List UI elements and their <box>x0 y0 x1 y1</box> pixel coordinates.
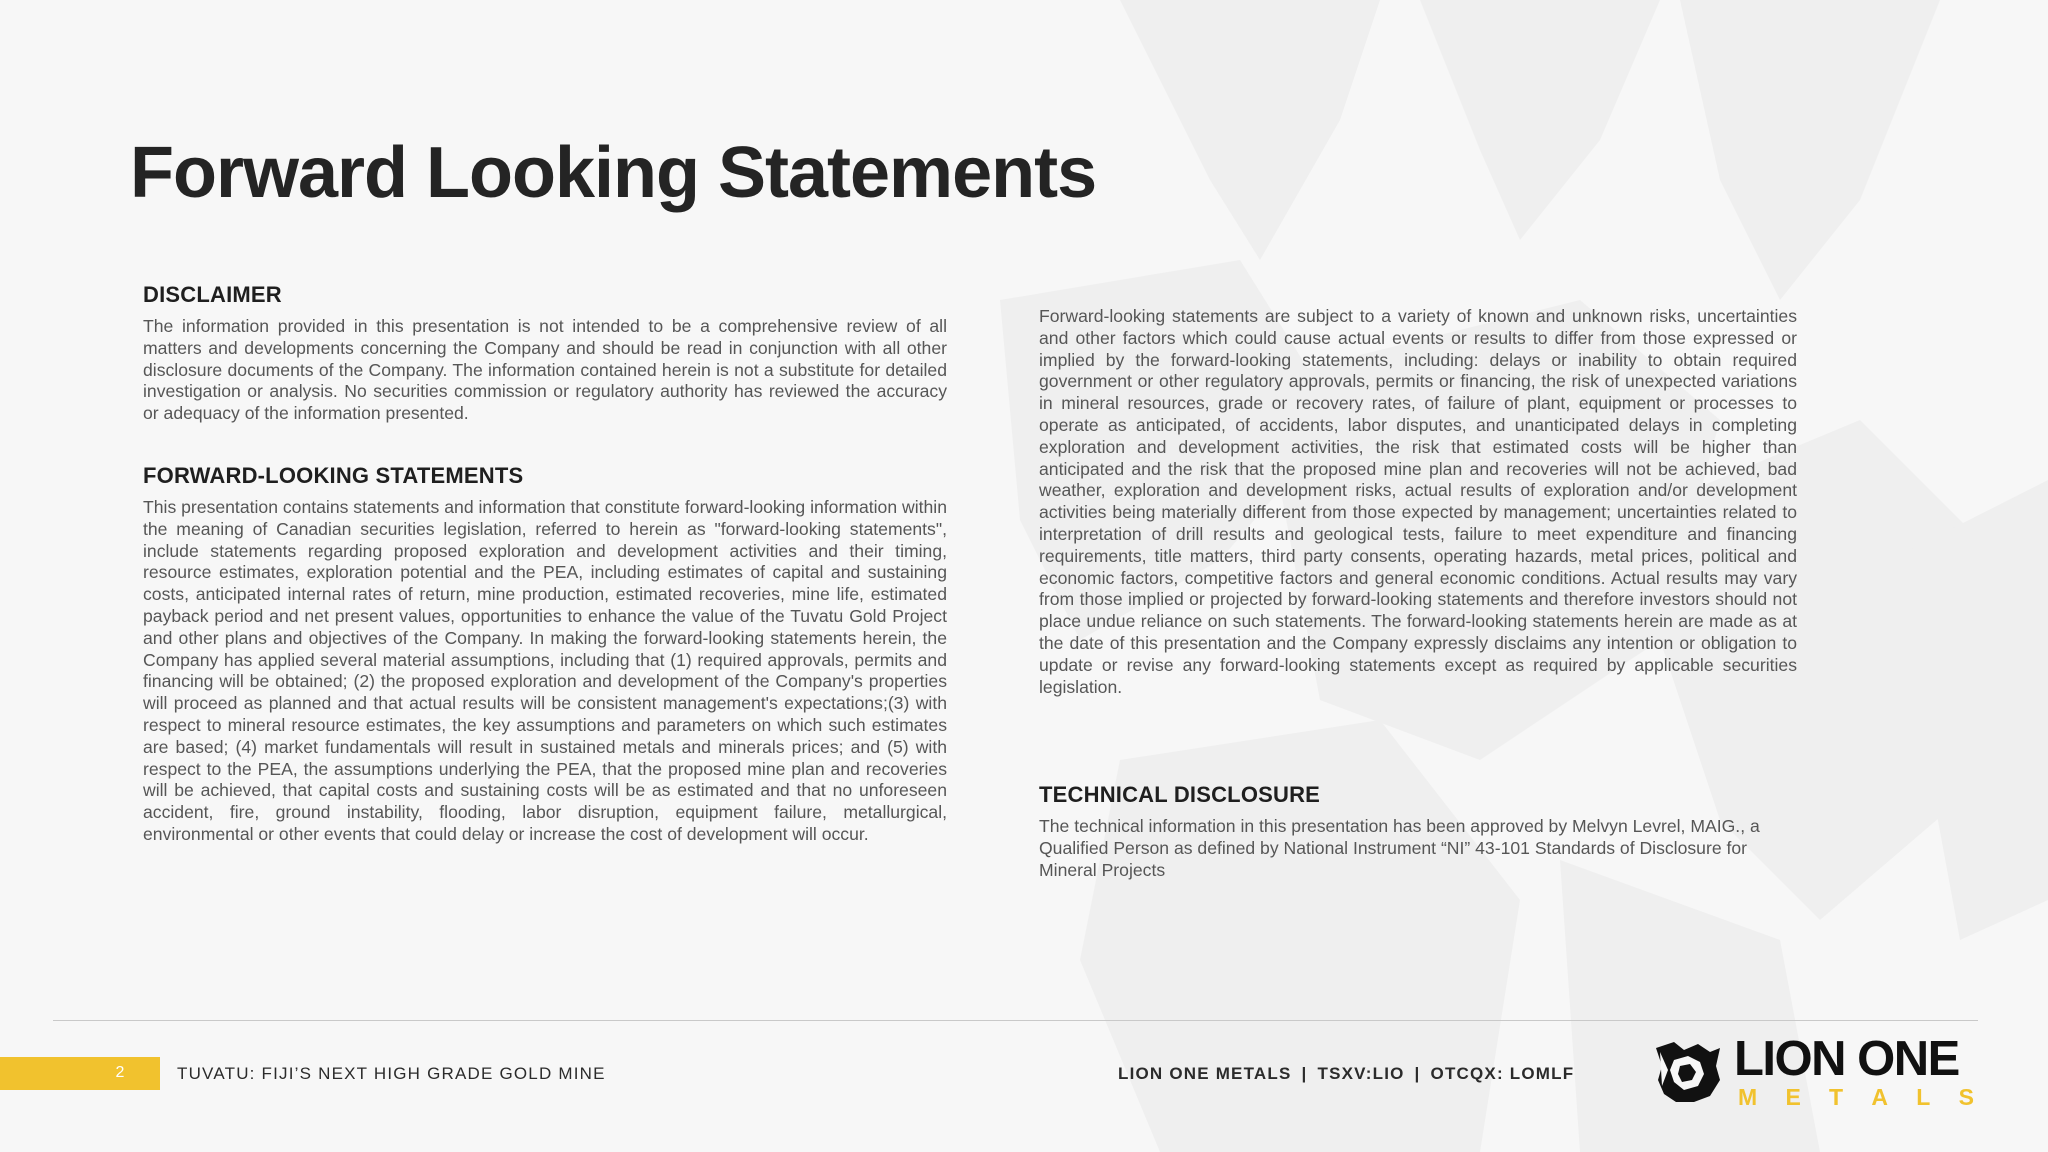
disclaimer-heading: DISCLAIMER <box>143 282 282 307</box>
logo-letter: A <box>1871 1084 1888 1110</box>
disclaimer-body: The information provided in this presentation is not intended to be a comprehensive review of all matters and developments concerning the Company and should be read in conjunction with all other disclosure documents of the Company. The information contained herein is not a substitute for detailed investigation or analysis. No securities commission or regulatory authority has reviewed the accuracy or adequacy of the information presented. <box>143 316 947 424</box>
right-column <box>1039 306 1797 698</box>
forward-looking-body: This presentation contains statements and information that constitute forward-looking information within the meaning of Canadian securities legislation, referred to herein as "forward-looking statements", include statements regarding proposed exploration and development activities and their timing, resource estimates, exploration potential and the PEA, including estimates of capital and sustaining costs, anticipated internal rates of return, mine production, estimated recoveries, mine life, estimated payback period and net present values, opportunities to enhance the value of the Tuvatu Gold Project and other plans and objectives of the Company. In making the forward-looking statements herein, the Company has applied several material assumptions, including that (1) required approvals, permits and financing will be obtained; (2) the proposed exploration and development of the Company's properties will proceed as planned and that actual results will be consistent management's expectations;(3) with respect to mineral resource estimates, the key assumptions and parameters on which such estimates are based; (4) market fundamentals will result in sustained metals and minerals prices; and (5) with respect to the PEA, the assumptions underlying the PEA, that the proposed mine plan and recoveries will be achieved, that capital costs and sustaining costs will be as estimated and that no unforeseen accident, fire, ground instability, flooding, labor disruption, equipment failure, metallurgical, environmental or other events that could delay or increase the cost of development will occur. <box>143 496 947 844</box>
logo-letter: T <box>1829 1084 1844 1110</box>
logo-letter: L <box>1916 1084 1931 1110</box>
lion-one-logo <box>1654 1032 1979 1110</box>
lion-head-icon <box>1654 1040 1722 1104</box>
page-number: 2 <box>115 1064 125 1081</box>
footer-separator: | <box>1414 1064 1421 1083</box>
left-column <box>143 282 947 846</box>
footer-ticker-tsxv: TSXV:LIO <box>1317 1064 1405 1083</box>
technical-disclosure-section <box>1039 782 1797 881</box>
logo-subtext <box>1738 1084 1974 1110</box>
technical-disclosure-body: The technical information in this presentation has been approved by Melvyn Levrel, MAIG., a Qualified Person as defined by National Instrument “NI” 43-101 Standards of Disclosure for Mineral Projects <box>1039 816 1760 880</box>
forward-looking-heading: FORWARD-LOOKING STATEMENTS <box>143 462 524 488</box>
footer-company: LION ONE METALS <box>1118 1064 1292 1083</box>
logo-letter: E <box>1785 1084 1801 1110</box>
footer-divider <box>53 1020 1978 1021</box>
forward-looking-continued: Forward-looking statements are subject to a variety of known and unknown risks, uncertainties and other factors which could cause actual events or results to differ from those expressed or implied by the forward-looking statements, including: delays or inability to obtain required government or other regulatory approvals, permits or financing, the risk of unexpected variations in mineral resources, grade or recovery rates, of failure of plant, equipment or processes to operate as anticipated, of accidents, labor disputes, and unanticipated delays in completing exploration and development activities, the risk that estimated costs will be higher than anticipated and the risk that the proposed mine plan and recoveries will not be achieved, bad weather, exploration and development risks, actual results of exploration and/or development activities being materially different from those expected by management; uncertainties related to interpretation of drill results and geological tests, failure to meet expenditure and financing requirements, title matters, third party consents, operating hazards, metal prices, political and economic factors, competitive factors and general economic conditions. Actual results may vary from those implied or projected by forward-looking statements and therefore investors should not place undue reliance on such statements. The forward-looking statements herein are made as at the date of this presentation and the Company expressly disclaims any intention or obligation to update or revise any forward-looking statements except as required by applicable securities legislation. <box>1039 306 1797 697</box>
footer-separator: | <box>1301 1064 1308 1083</box>
technical-disclosure-heading: TECHNICAL DISCLOSURE <box>1039 782 1321 807</box>
logo-letter: M <box>1738 1084 1758 1110</box>
page-title: Forward Looking Statements <box>130 133 1097 213</box>
footer-ticker-otcqx: OTCQX: LOMLF <box>1430 1064 1575 1083</box>
page-number-badge <box>0 1057 160 1090</box>
logo-letter: S <box>1958 1084 1974 1110</box>
footer-tagline: TUVATU: FIJI’S NEXT HIGH GRADE GOLD MINE <box>177 1064 606 1083</box>
footer-tickers <box>1118 1064 1574 1084</box>
logo-wordmark: LION ONE <box>1734 1032 1959 1086</box>
section-spacer <box>143 425 947 463</box>
